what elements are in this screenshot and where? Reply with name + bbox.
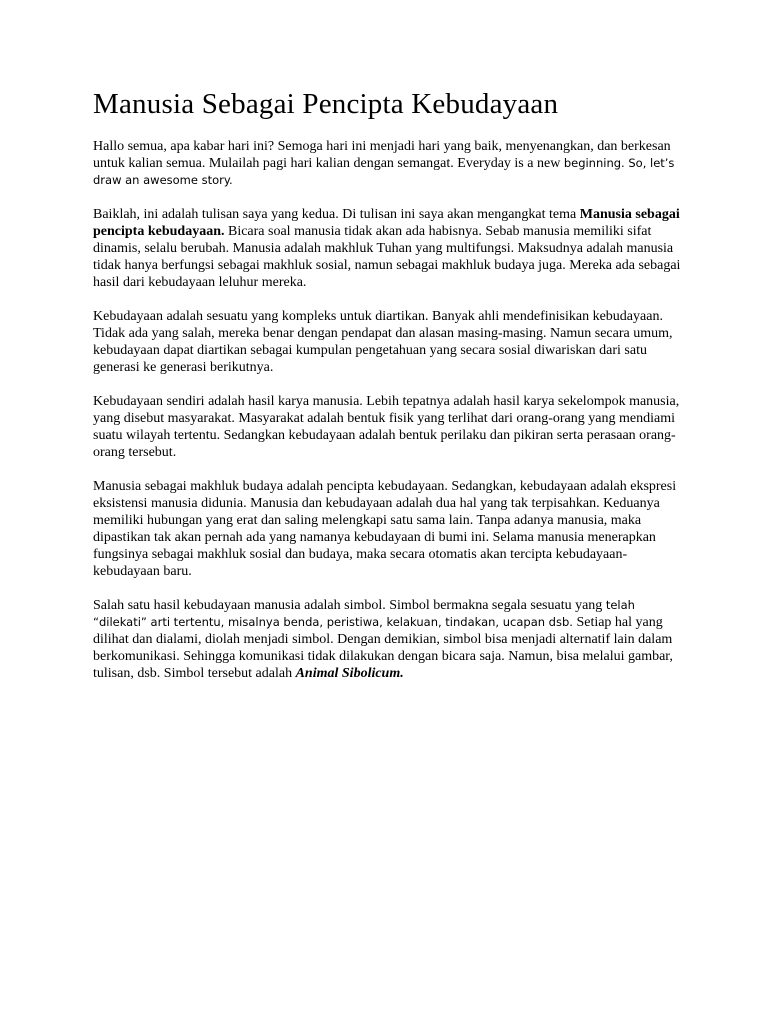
- paragraph-6-body: Setiap hal yang dilihat dan dialami, diolah menjadi simbol. Dengan demikian, simbol bisa menjadi alternatif lain dalam berkomunikasi. Sehingga komunikasi tidak dilakukan dengan bicara saja. Namun, bisa melalui gambar, tulisan, dsb. Simbol tersebut adalah: [93, 615, 673, 681]
- paragraph-1-text: Hallo semua, apa kabar hari ini? Semoga hari ini menjadi hari yang baik, menyenangkan, dan berkesan untuk kalian semua. Mulailah pagi hari kalian dengan semangat. Everyday is a new: [93, 139, 671, 171]
- document-title: Manusia Sebagai Pencipta Kebudayaan: [93, 88, 559, 120]
- paragraph-6-intro: Salah satu hasil kebudayaan manusia adalah simbol. Simbol bermakna segala sesuatu yang: [93, 598, 606, 613]
- paragraph-1: [93, 138, 683, 189]
- paragraph-6-alt-text: telah “dilekati” arti tertentu, misalnya benda, peristiwa, kelakuan, tindakan, ucapan dsb.: [93, 598, 635, 629]
- paragraph-2: [93, 206, 683, 291]
- paragraph-3: Kebudayaan adalah sesuatu yang kompleks untuk diartikan. Banyak ahli mendefinisikan kebudayaan. Tidak ada yang salah, mereka benar dengan pendapat dan alasan masing-masing. Namun secara umum, kebudayaan dapat diartikan sebagai kumpulan pengetahuan yang secara sosial diwariskan dari satu generasi ke generasi berikutnya.: [93, 309, 673, 375]
- paragraph-4: Kebudayaan sendiri adalah hasil karya manusia. Lebih tepatnya adalah hasil karya sekelompok manusia, yang disebut masyarakat. Masyarakat adalah bentuk fisik yang terlihat dari orang-orang yang mendiami suatu wilayah tertentu. Sedangkan kebudayaan adalah bentuk perilaku dan pikiran serta perasaan orang-orang tersebut.: [93, 394, 680, 460]
- paragraph-2-intro: Baiklah, ini adalah tulisan saya yang kedua. Di tulisan ini saya akan mengangkat tema: [93, 207, 580, 222]
- paragraph-2-bold-theme: Manusia sebagai pencipta kebudayaan.: [93, 207, 680, 239]
- paragraph-6-bold-italic-term: Animal Sibolicum.: [295, 666, 404, 681]
- paragraph-2-body: Bicara soal manusia tidak akan ada habisnya. Sebab manusia memiliki sifat dinamis, selalu berubah. Manusia adalah makhluk Tuhan yang multifungsi. Maksudnya adalah manusia tidak hanya berfungsi sebagai makhluk sosial, namun sebagai makhluk budaya juga. Mereka ada sebagai hasil dari kebudayaan leluhur mereka.: [93, 224, 681, 290]
- paragraph-1-alt-text: beginning. So, let’s draw an awesome story.: [93, 156, 675, 187]
- paragraph-6: [93, 597, 683, 682]
- document-content: [93, 84, 683, 699]
- paragraph-5: Manusia sebagai makhluk budaya adalah pencipta kebudayaan. Sedangkan, kebudayaan adalah ekspresi eksistensi manusia didunia. Manusia dan kebudayaan adalah dua hal yang tak terpisahkan. Keduanya memiliki hubungan yang erat dan saling melengkapi satu sama lain. Tanpa adanya manusia, maka dipastikan tak akan pernah ada yang namanya kebudayaan di bumi ini. Selama manusia menerapkan fungsinya sebagai makhluk sosial dan budaya, maka secara otomatis akan tercipta kebudayaan-kebudayaan baru.: [93, 479, 677, 579]
